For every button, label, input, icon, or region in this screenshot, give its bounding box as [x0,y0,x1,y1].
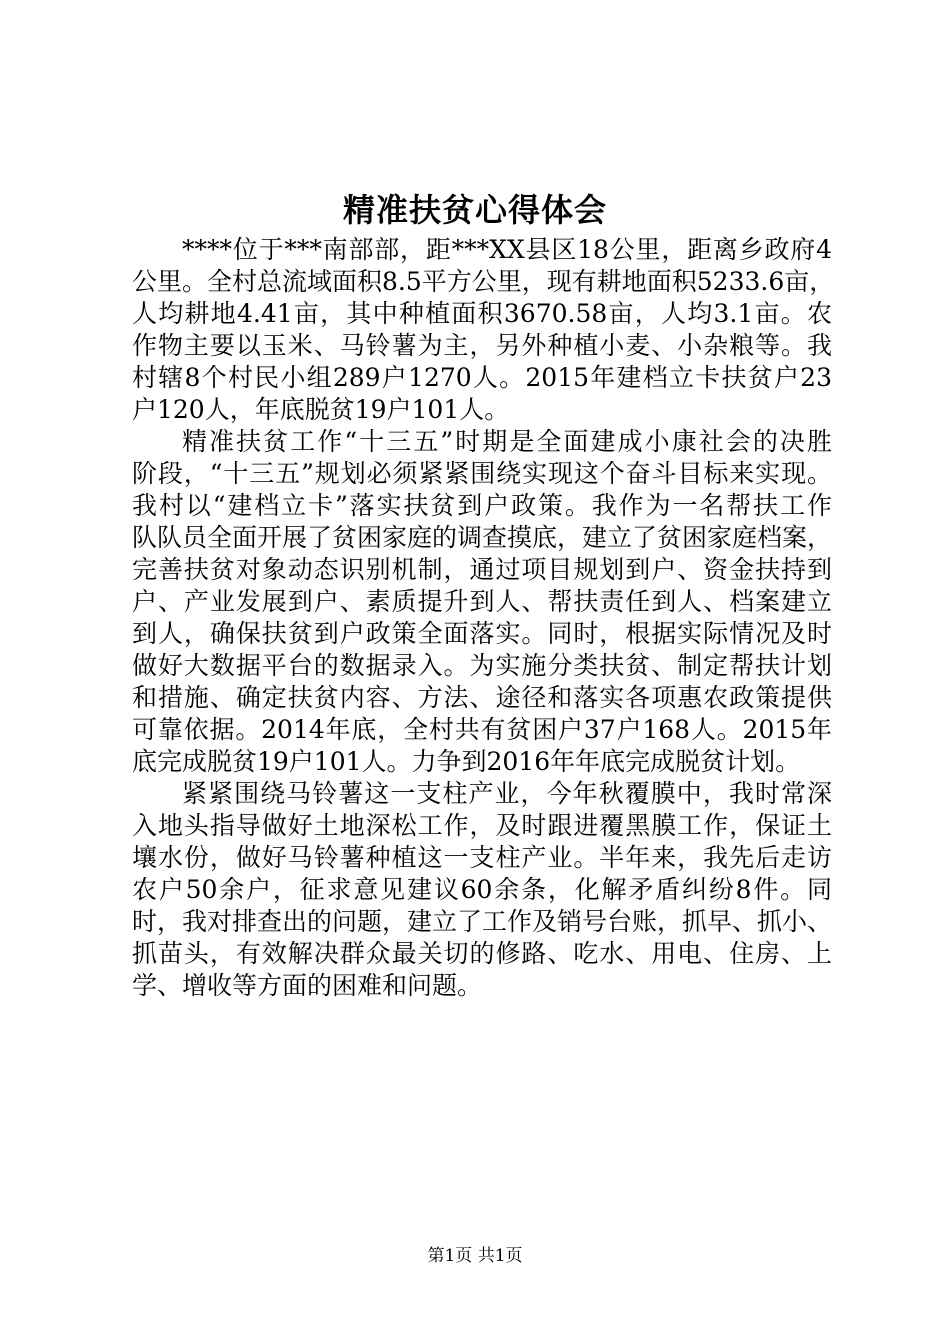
text-line: 做好大数据平台的数据录入。为实施分类扶贫、制定帮扶计划 [132,651,832,680]
text-line: 队队员全面开展了贫困家庭的调查摸底，建立了贫困家庭档案， [132,523,833,552]
text-line: 入地头指导做好土地深松工作，及时跟进覆黑膜工作，保证土 [132,811,832,840]
text-line: 到人，确保扶贫到户政策全面落实。同时，根据实际情况及时 [132,619,832,648]
text-line: 公里。全村总流域面积8.5平方公里，现有耕地面积5233.6亩， [132,267,835,296]
text-line: 壤水份，做好马铃薯种植这一支柱产业。半年来，我先后走访 [132,843,832,872]
text-line: 作物主要以玉米、马铃薯为主，另外种植小麦、小杂粮等。我 [132,331,832,360]
text-line: 紧紧围绕马铃薯这一支柱产业，今年秋覆膜中，我时常深 [182,779,832,808]
text-line: 阶段，“十三五”规划必须紧紧围绕实现这个奋斗目标来实现。 [132,459,832,488]
paragraph [132,778,832,1002]
text-line: 人均耕地4.41亩，其中种植面积3670.58亩，人均3.1亩。农 [132,299,832,328]
text-line: 农户50余户，征求意见建议60余条，化解矛盾纠纷8件。同 [132,875,832,904]
paragraph [132,426,832,778]
paragraph [132,234,835,426]
text-line: 完善扶贫对象动态识别机制，通过项目规划到户、资金扶持到 [132,555,832,584]
text-line: 精准扶贫工作“十三五”时期是全面建成小康社会的决胜 [182,427,832,456]
text-line: 我村以“建档立卡”落实扶贫到户政策。我作为一名帮扶工作 [132,491,832,520]
text-line: 户120人，年底脱贫19户101人。 [132,395,510,424]
text-line: ****位于***南部部，距***XX县区18公里，距离乡政府4 [182,235,832,264]
text-line: 可靠依据。2014年底，全村共有贫困户37户168人。2015年 [132,715,832,744]
document-body [132,234,835,1002]
text-line: 户、产业发展到户、素质提升到人、帮扶责任到人、档案建立 [132,587,832,616]
text-line: 时，我对排查出的问题，建立了工作及销号台账，抓早、抓小、 [132,907,833,936]
text-line: 学、增收等方面的困难和问题。 [132,971,483,1000]
page-footer: 第1页 共1页 [427,1246,523,1266]
text-line: 和措施、确定扶贫内容、方法、途径和落实各项惠农政策提供 [132,683,832,712]
text-line: 底完成脱贫19户101人。力争到2016年年底完成脱贫计划。 [132,747,801,776]
document-title: 精准扶贫心得体会 [342,191,607,229]
text-line: 村辖8个村民小组289户1270人。2015年建档立卡扶贫户23 [132,363,832,392]
text-line: 抓苗头，有效解决群众最关切的修路、吃水、用电、住房、上 [132,939,832,968]
